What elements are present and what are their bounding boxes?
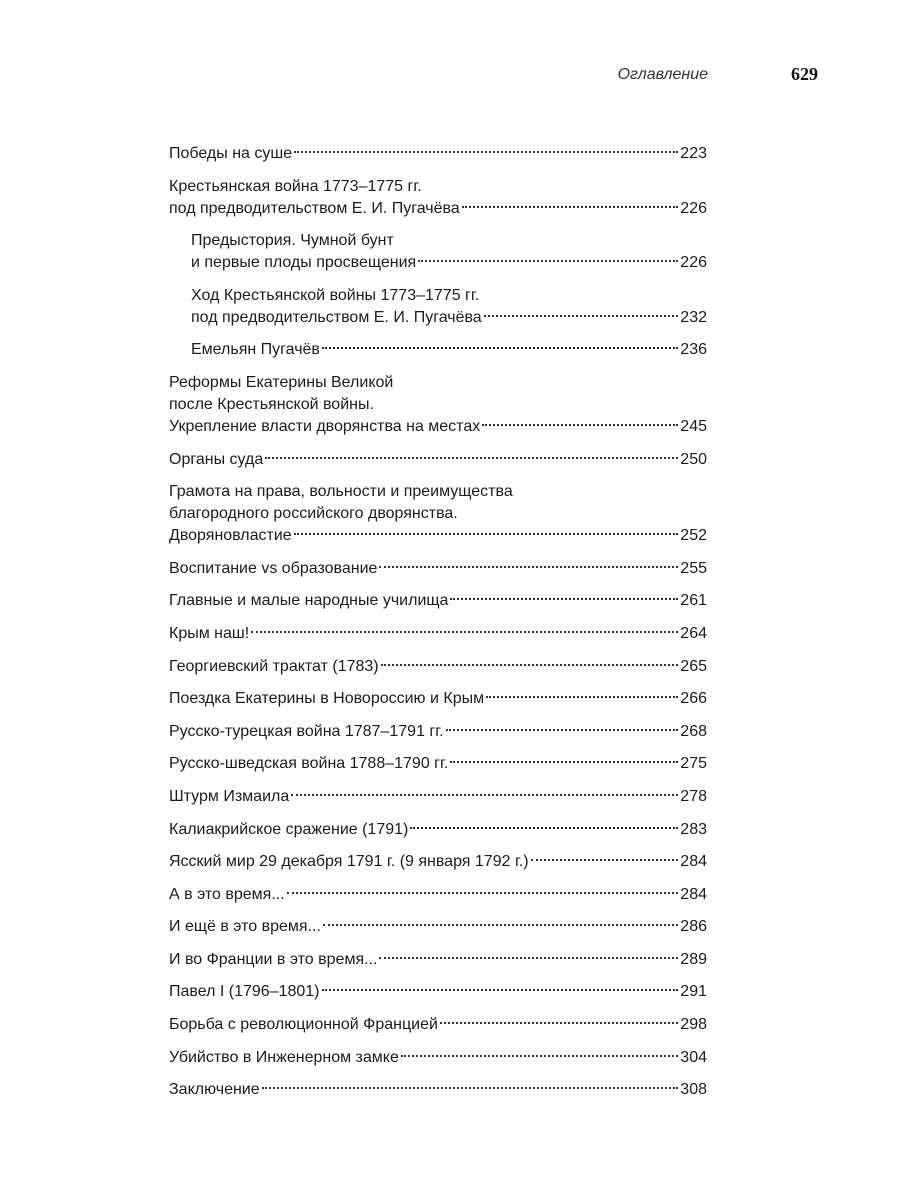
toc-page-number: 275 — [680, 755, 707, 773]
toc-entry-last-line — [169, 1079, 707, 1101]
toc-entry-last-line — [169, 688, 707, 710]
toc-entry-title-line: Органы суда — [169, 450, 264, 468]
dot-leader — [381, 664, 679, 666]
toc-entry-title-line: Грамота на права, вольности и преимущества — [169, 483, 513, 501]
toc-entry[interactable] — [169, 623, 707, 645]
toc-page-number: 236 — [680, 341, 707, 359]
toc-page-number: 226 — [680, 199, 707, 217]
toc-entry[interactable] — [169, 558, 707, 580]
toc-entry-last-line — [169, 884, 707, 906]
toc-entry[interactable] — [169, 721, 707, 743]
dot-leader — [450, 598, 678, 600]
toc-entry[interactable] — [169, 656, 707, 678]
toc-page-number: 250 — [680, 450, 707, 468]
dot-leader — [486, 696, 678, 698]
dot-leader — [379, 566, 678, 568]
toc-page-number: 264 — [680, 624, 707, 642]
dot-leader — [379, 957, 678, 959]
toc-page-number: 284 — [680, 853, 707, 871]
dot-leader — [265, 457, 678, 459]
toc-entry-last-line — [169, 786, 707, 808]
toc-entry-last-line — [169, 623, 707, 645]
toc-entry[interactable] — [169, 449, 707, 471]
toc-entry[interactable] — [191, 230, 707, 274]
toc-page-number: 245 — [680, 417, 707, 435]
dot-leader — [291, 794, 678, 796]
toc-page-number: 308 — [680, 1081, 707, 1099]
toc-entry[interactable] — [169, 786, 707, 808]
dot-leader — [418, 260, 678, 262]
toc-page-number: 286 — [680, 918, 707, 936]
toc-entry-last-line — [169, 590, 707, 612]
toc-entry-title-line: благородного российского дворянства. — [169, 505, 458, 523]
toc-entry[interactable] — [169, 1079, 707, 1101]
dot-leader — [262, 1087, 679, 1089]
toc-page-number: 278 — [680, 787, 707, 805]
toc-entry[interactable] — [191, 285, 707, 329]
toc-entry[interactable] — [169, 1047, 707, 1069]
toc-page-number: 265 — [680, 657, 707, 675]
toc-entry-title-line: под предводительством Е. И. Пугачёва — [191, 308, 482, 326]
dot-leader — [322, 347, 678, 349]
toc-entry-title-line: под предводительством Е. И. Пугачёва — [169, 199, 460, 217]
toc-entry-last-line — [169, 753, 707, 775]
dot-leader — [484, 315, 679, 317]
toc-entry[interactable] — [169, 590, 707, 612]
toc-page-number: 291 — [680, 983, 707, 1001]
toc-entry-title-line: Предыстория. Чумной бунт — [191, 232, 394, 250]
toc-page-number: 223 — [680, 145, 707, 162]
toc-entry[interactable] — [169, 884, 707, 906]
toc-entry[interactable] — [169, 819, 707, 841]
dot-leader — [323, 924, 678, 926]
toc-entry-last-line — [169, 558, 707, 580]
toc-entry-last-line — [169, 721, 707, 743]
dot-leader — [482, 424, 678, 426]
toc-entry-last-line — [169, 416, 707, 438]
toc-entry-last-line — [169, 1014, 707, 1036]
toc-entry-last-line — [169, 656, 707, 678]
table-of-contents — [169, 143, 707, 1101]
toc-entry-last-line — [169, 449, 707, 471]
toc-page-number: 283 — [680, 820, 707, 838]
toc-entry-title-line: Поездка Екатерины в Новороссию и Крым — [169, 690, 485, 708]
toc-entry[interactable] — [169, 949, 707, 971]
toc-entry-last-line — [169, 198, 707, 220]
toc-entry-title-line: Емельян Пугачёв — [191, 341, 320, 359]
toc-entry-title-line: Русско-шведская война 1788–1790 гг. — [169, 755, 449, 773]
toc-entry[interactable] — [169, 916, 707, 938]
running-head — [0, 64, 900, 88]
dot-leader — [322, 989, 679, 991]
toc-entry-last-line — [191, 307, 707, 329]
toc-entry-last-line — [169, 851, 707, 873]
toc-page-number: 289 — [680, 950, 707, 968]
toc-entry-title-line: Реформы Екатерины Великой — [169, 373, 394, 391]
dot-leader — [531, 859, 679, 861]
toc-entry-last-line — [169, 949, 707, 971]
toc-entry-last-line — [169, 525, 707, 547]
toc-entry-title-line: Калиакрийское сражение (1791) — [169, 820, 409, 838]
toc-entry-title-line: Ясский мир 29 декабря 1791 г. (9 января 1792 г.) — [169, 853, 529, 871]
toc-entry-title-line: Борьба с революционной Францией — [169, 1016, 438, 1034]
toc-entry-title-line: Штурм Измаила — [169, 787, 290, 805]
toc-entry-title-line: Георгиевский трактат (1783) — [169, 657, 379, 675]
toc-entry-title-line: А в это время... — [169, 885, 285, 903]
toc-entry-title-line: И ещё в это время... — [169, 918, 321, 936]
dot-leader — [287, 892, 679, 894]
toc-entry-title-line: и первые плоды просвещения — [191, 254, 417, 272]
page-number: 629 — [791, 64, 818, 84]
toc-entry[interactable] — [169, 851, 707, 873]
toc-entry-title-line: Дворяновластие — [169, 527, 292, 545]
dot-leader — [294, 533, 679, 535]
dot-leader — [450, 761, 678, 763]
toc-entry-title-line: Павел I (1796–1801) — [169, 983, 320, 1001]
toc-page-number: 304 — [680, 1048, 707, 1066]
toc-page-number: 232 — [680, 308, 707, 326]
toc-entry-title-line: Крым наш! — [169, 624, 250, 642]
toc-entry-last-line — [191, 339, 707, 361]
dot-leader — [294, 151, 678, 153]
toc-entry-title-line: Победы на суше — [169, 145, 293, 162]
toc-entry-last-line — [169, 981, 707, 1003]
toc-page-number: 261 — [680, 592, 707, 610]
toc-entry[interactable] — [191, 339, 707, 361]
toc-entry[interactable] — [169, 753, 707, 775]
toc-page-number: 284 — [680, 885, 707, 903]
toc-entry-title-line: после Крестьянской войны. — [169, 395, 374, 413]
toc-entry-title-line: И во Франции в это время... — [169, 950, 378, 968]
dot-leader — [401, 1055, 678, 1057]
toc-entry-last-line — [191, 252, 707, 274]
toc-entry-title-line: Воспитание vs образование — [169, 559, 378, 577]
toc-entry[interactable] — [169, 1014, 707, 1036]
toc-page-number: 268 — [680, 722, 707, 740]
toc-entry[interactable] — [169, 981, 707, 1003]
toc-entry-title-line: Русско-турецкая война 1787–1791 гг. — [169, 722, 444, 740]
section-title: Оглавление — [617, 66, 708, 83]
toc-entry-last-line — [169, 143, 707, 165]
dot-leader — [251, 631, 678, 633]
toc-page-number: 226 — [680, 254, 707, 272]
toc-entry-last-line — [169, 1047, 707, 1069]
toc-entry[interactable] — [169, 372, 707, 438]
dot-leader — [462, 206, 679, 208]
toc-entry[interactable] — [169, 688, 707, 710]
toc-page-number: 252 — [680, 527, 707, 545]
toc-entry-title-line: Заключение — [169, 1081, 260, 1099]
toc-entry[interactable] — [169, 143, 707, 165]
toc-page-number: 255 — [680, 559, 707, 577]
toc-entry-title-line: Ход Крестьянской войны 1773–1775 гг. — [191, 286, 480, 304]
dot-leader — [410, 827, 678, 829]
toc-entry[interactable] — [169, 176, 707, 220]
toc-entry-title-line: Убийство в Инженерном замке — [169, 1048, 399, 1066]
toc-page-number: 266 — [680, 690, 707, 708]
toc-page-number: 298 — [680, 1016, 707, 1034]
toc-entry[interactable] — [169, 481, 707, 547]
dot-leader — [446, 729, 679, 731]
dot-leader — [440, 1022, 678, 1024]
toc-entry-title-line: Крестьянская война 1773–1775 гг. — [169, 177, 422, 195]
toc-entry-last-line — [169, 819, 707, 841]
toc-entry-last-line — [169, 916, 707, 938]
toc-entry-title-line: Главные и малые народные училища — [169, 592, 449, 610]
toc-entry-title-line: Укрепление власти дворянства на местах — [169, 417, 481, 435]
